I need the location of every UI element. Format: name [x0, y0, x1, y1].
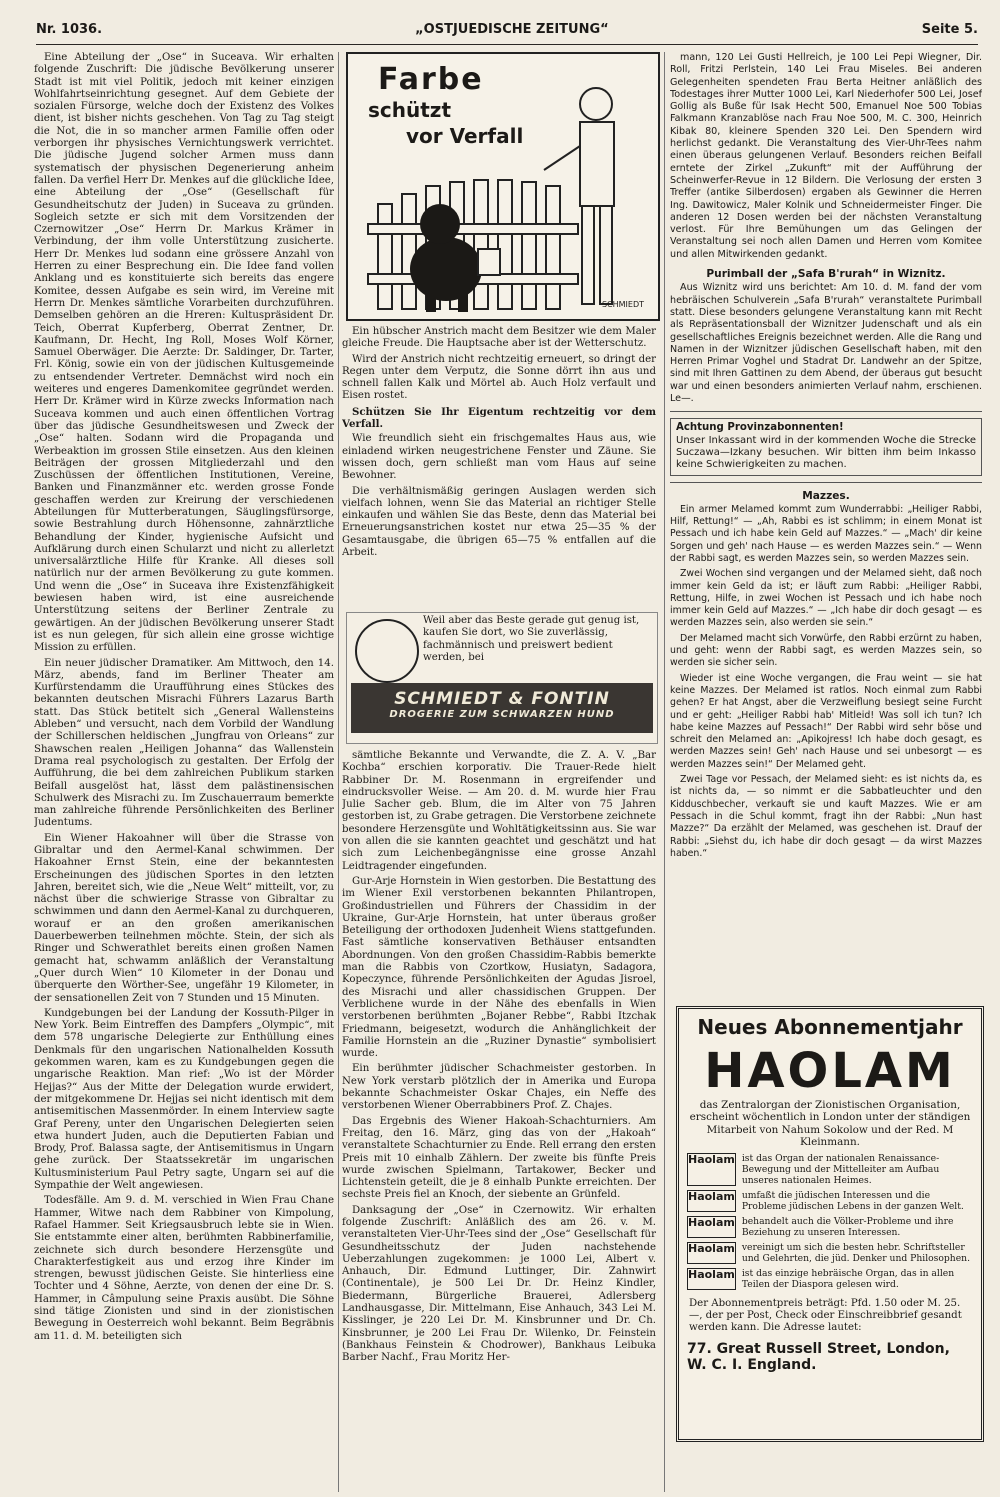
issue-number: Nr. 1036. — [36, 21, 103, 37]
article-danksagung: Danksagung der „Ose“ in Czernowitz. Wir erhalten folgende Zuschrift: Anläßlich des am 26. v. M. veranstalteten Vier-Uhr-Tees sind der „Ose“ Gesellschaft für Gesundheitsschutz der Juden nachstehende Ueberzahlungen zugekommen: je 1000 Lei, Albert v. Anhauch, Dir. Edmund Luttinger, Dir. Zahnwirt (Continentale), je 500 Lei Dr. Dr. Heinz Kindler, Biedermann, Bürgerliche Brauerei, Adlersberg Landhausgasse, Dir. Mittelmann, Eise Anhauch, 343 Lei M. Kisslinger, je 220 Lei Dr. M. Kinsbrunner und Dr. Ch. Kinsbrunner, je 200 Lei Frau Dr. Wilenko, Dr. Feinstein (Bankhaus Feinstein & Chodrower), Bankhaus Leibuka Barber Nachf., Frau Moritz Her- — [342, 1204, 656, 1364]
paint-paragraph: Wird der Anstrich nicht rechtzeitig erneuert, so dringt der Regen unter dem Verputz, die Sonne dörrt ihn aus und schnell fallen Kalk und Mörtel ab. Auch Holz verfault und Eisen rostet. — [342, 353, 656, 402]
haolam-feature — [687, 1190, 973, 1212]
paint-bucket-icon — [478, 249, 500, 275]
haolam-title: HAOLAM — [704, 1043, 956, 1099]
haolam-label: Haolam — [687, 1242, 736, 1264]
column-rule — [664, 52, 665, 1492]
column-2-bottom — [342, 750, 656, 1492]
schmiedt-ad-banner — [351, 683, 653, 733]
haolam-advertisement — [676, 1006, 984, 1442]
shop-subtitle: DROGERIE ZUM SCHWARZEN HUND — [389, 709, 615, 720]
provinzabonnenten-notice — [670, 418, 982, 475]
haolam-feature-text: behandelt auch die Völker-Probleme und ihre Beziehung zu unseren Interessen. — [741, 1215, 954, 1238]
page-header — [36, 18, 978, 45]
mazzes-paragraph: Zwei Tage vor Pessach, der Melamed sieht: es ist nichts da, es ist nichts da, — so nimmt er die Sabbatleuchter und den Kidduschbecher, verkauft sie und kauft Mazzes. Wie er am Pessach in die Schul kommt, fragt ihn der Rabbi: „Nun hast Mazze?“ Da erzählt der Melamed, was geschehen ist. Drauf der Rabbi: „Siehst du, ich habe dir doch gesagt — da wirst Mazzes haben.“ — [670, 774, 982, 859]
mazzes-heading: Mazzes. — [802, 489, 850, 502]
paint-paragraph: Schützen Sie Ihr Eigentum rechtzeitig vor dem Verfall. — [342, 405, 656, 431]
article-todesfaelle: Todesfälle. Am 9. d. M. verschied in Wien Frau Chane Hammer, Witwe nach dem Rabbiner von Kimpolung, Rafael Hammer. Seit Kriegsausbruch lebte sie in Wien. Sie entstammte einer alten, berühmten Rabbinerfamilie, zeichnete sich durch besondere Herzensgüte und Charakterfestigkeit aus und erzog ihre Kinder im strengen, bewusst jüdischen Geiste. Sie hinterliess eine Tochter und 4 Söhne, Aerzte, von denen der eine Dr. S. Hammer, in Câmpulung seine Praxis ausübt. Die Söhne sind tätige Zionisten und sind in der zionistischen Bewegung in Oesterreich wohl bekannt. Beim Begräbnis am 11. d. M. beteiligten sich — [34, 1195, 334, 1342]
column-2-top — [342, 326, 656, 610]
haolam-feature — [687, 1268, 973, 1290]
haolam-feature — [687, 1216, 973, 1238]
article-hakoahner: Ein Wiener Hakoahner will über die Strasse von Gibraltar und den Aermel-Kanal schwimmen. Der Hakoahner Ernst Stein, eine der bekanntesten Erscheinungen des jüdischen Sportes in den letzten Jahren, bereitet sich, wie die „Neue Welt“ mitteilt, vor, zu nächst über die schwierige Strasse von Gibraltar zu schwimmen und dann den Aermel-Kanal zu durchqueren, worauf er an den großen amerikanischen Dauerbewerben teilnehmen möchte. Stein, der sich als Ringer und Schwerathlet bereits einen großen Namen gemacht hat, schwamm anläßlich der Veranstaltung „Quer durch Wien“ 10 Kilometer in der Donau und überquerte den Wörther-See, ungefähr 19 Kilometer, in der sensationellen Zeit von 7 Stunden und 15 Minuten. — [34, 832, 334, 1004]
column-1 — [34, 52, 334, 1492]
farbe-advertisement — [346, 52, 660, 321]
farbe-subtitle: schützt — [368, 98, 451, 122]
fence-picket — [378, 204, 392, 309]
haolam-label: Haolam — [687, 1190, 736, 1212]
page-number: Seite 5. — [921, 21, 978, 37]
haolam-price: Der Abonnementpreis beträgt: Pfd. 1.50 oder M. 25.—, der per Post, Check oder Einschreibbrief gesandt werden kann. Die Adresse lautet: — [689, 1297, 962, 1334]
mazzes-paragraph: Zwei Wochen sind vergangen und der Melamed sieht, daß noch immer kein Geld da ist; er läuft zum Rabbi: „Heiliger Rabbi, Rettung, Hilfe, in zwei Wochen ist Pessach und ich habe noch immer kein Geld auf Mazzes.“ — „Ich habe dir doch gesagt — es werden Mazzes sein, also werden sie sein.“ — [670, 568, 982, 629]
article-dramatiker: Ein neuer jüdischer Dramatiker. Am Mittwoch, den 14. März, abends, fand im Berliner Theater am Kurfürstendamm die Uraufführung eines Stückes des bekannten deutschen Misrachi Führers Lazarus Barth statt. Das Stück betitelt sich „General Wallensteins Ableben“ und versucht, nach dem Vorbild der Wandlung der Schillerschen heldischen „Jungfrau von Orleans“ zur Shawschen realen „Heiligen Johanna“ das Wallenstein Drama real psychologisch zu gestalten. Der Erfolg der Aufführung, die bei dem zahlreichen Publikum starken Beifall ausgelöst hat, lässt dem palästinensischen Schulwerk des Misrachi zu. Im Zuschauerraum bemerkte man zahlreiche führende Persönlichkeiten des Berliner Judentums. — [34, 657, 334, 829]
haolam-description: das Zentralorgan der Zionistischen Organisation, erscheint wöchentlich in London unter der ständigen Mitarbeit von Nahum Sokolow und der Red. M Kleinmann. — [689, 1099, 971, 1149]
fence-picket — [474, 180, 488, 309]
haolam-feature-text: vereinigt um sich die besten hebr. Schriftsteller und Gelehrten, die jüd. Denker und Philosophen. — [741, 1241, 970, 1264]
painter-illustration — [348, 54, 658, 319]
article-chajes: Ein berühmter jüdischer Schachmeister gestorben. In New York verstarb plötzlich der in Amerika und Europa bekannte Schachmeister Oskar Chajes, ein Neffe des verstorbenen Wiener Oberrabbiners Prof. Z. Chajes. — [342, 1063, 656, 1112]
divider — [670, 482, 982, 483]
schmiedt-fontin-advertisement — [346, 612, 658, 744]
article-danksagung-cont: mann, 120 Lei Gusti Hellreich, je 100 Lei Pepi Wiegner, Dir. Roll, Fritzi Perlstein, 140 Lei Frau Miseles. Bei anderen Gelegenheiten spendeten Frau Berta Heitner anläßlich des Todestages ihrer Mutter 1000 Lei, Karl Niederhofer 500 Lei, Josef Gollig als Buße für Isak Hecht 500, Emanuel Noe 500 Tobias Falkmann Kranzablöse nach Frau Noe 500, M. C. 300, Heinrich Kibak 80, kleinere Spenden 320 Lei. Den Spendern wird herlichst gedankt. Die Veranstaltung des Vier-Uhr-Tees nahm einen überaus gelungenen Verlauf. Besonders reichen Beifall erntete der Zirkel „Zukunft“ mit der Aufführung der Scheinwerfer-Revue in 12 Bildern. Die Verlosung der ersten 3 Treffer (antike Silberdosen) ergaben als Gewinner die Herren Ing. Dawitowicz, Maler Kolnik und Schneidermeister Finger. Die anderen 12 Dosen werden bei der nächsten Veranstaltung verlost. Für Ihre Bemühungen um das Gelingen der Veranstaltung sei noch allen Damen und Herren vom Komitee und allen Mitwirkenden gedankt. — [670, 52, 982, 260]
fence-picket — [498, 180, 512, 309]
article-ose-suceava: Eine Abteilung der „Ose“ in Suceava. Wir erhalten folgende Zuschrift: Die jüdische Bevölkerung unserer Stadt ist mit viel Politik, jedoch mit keiner einzigen Wohlfahrtseinrichtung gesegnet. Auf dem Gebiete der sozialen Fürsorge, welche doch der Existenz des Volkes dient, ist bisher nichts geschehen. Von Tag zu Tag steigt die Not, die in so mancher armen Familie offen oder verborgen ihr physisches Vernichtungswerk verrichtet. Die jüdische Jugend solcher Armen muss dann systematisch der physischen Degenerierung anheim fallen. Da verfiel Herr Dr. Menkes auf die glückliche Idee, eine Abteilung der „Ose“ (Gesellschaft für Gesundheitschutz der Juden) in Suceava zu gründen. Sogleich setzte er sich mit dem Vorsitzenden der Czernowitzer „Ose“ Herrn Dr. Markus Krämer in Verbindung, der ihm volle Unterstützung zusicherte. Herr Dr. Menkes lud sodann eine grössere Anzahl von Herren zu einer Besprechung ein. Die Idee fand vollen Anklang und es konstituierte sich bereits das engere Komitee, dessen Aufgabe es sein wird, im Vereine mit Herrn Dr. Menkes sämtliche Vorarbeiten durchzuführen. Demselben gehören an die Hreren: Kultuspräsident Dr. Teich, Oberrat Kupferberg, Oberrat Zentner, Dr. Kaufmann, Dr. Hecht, Ing Roll, Moses Wolf Körner, Samuel Oberwäger. Die Aerzte: Dr. Saldinger, Dr. Tarter, Frl. König, sowie ein von der jüdischen Kultusgemeinde zu entsendender Vertreter. Demnächst wird noch ein weiteres und engeres Damenkomitee gegründet werden. Herr Dr. Krämer wird in Kürze zwecks Information nach Suceava kommen und auch einen öffentlichen Vortrag über das jüdische Gesundheitswesen und Zweck der „Ose“ halten. Sodann wird die Propaganda und Werbeaktion im grossen Stile einsetzen. Aus den kleinen Beiträgen der grossen Mitgliederzahl und den Zuschüssen der öffentlichen Institutionen, Vereine, Banken und Finanzmänner etc. werden grosse Fonde geschaffen werden zur Kreirung der verschiedenen Abteilungen für Mutterberatungen, Säuglingsfürsorge, sowie Bestrahlung durch Höhensonne, zahnärztliche Behandlung der Kinder, hygienische Aufsicht und Aufklärung durch einen Schularzt und nicht zu allerletzt universalärztliche Hilfe für Kranke. All dieses soll natürlich nur der armen Bevölkerung zu gute kommen. Und wenn die „Ose“ in Suceava ihre Existenzfähigkeit bewiesen haben wird, ist eine ausreichende Unterstützung seitens der Berliner Zentrale zu gewärtigen. An der jüdischen Bevölkerung unserer Stadt ist es nun gelegen, für sich allein eine grosse wichtige Mission zu erfüllen. — [34, 52, 334, 654]
haolam-label: Haolam — [687, 1216, 736, 1238]
farbe-subtitle-2: vor Verfall — [406, 124, 524, 148]
divider — [670, 411, 982, 412]
haolam-feature-text: umfaßt die jüdischen Interessen und die Probleme jüdischen Lebens in der ganzen Welt. — [741, 1189, 964, 1212]
paint-paragraph: Die verhältnismäßig geringen Auslagen werden sich vielfach lohnen, wenn Sie das Material an richtiger Stelle einkaufen und wählen Sie das Beste, denn das Material bei Erneuerungsanstrichen kostet nur etwa 25—35 % der Gesamtausgabe, die übrigen 65—75 % entfallen auf die Arbeit. — [342, 485, 656, 559]
article-purimball: Aus Wiznitz wird uns berichtet: Am 10. d. M. fand der vom hebräischen Schulverein „Safa B'rurah“ veranstaltete Purimball statt. Diese besonders gelungene Veranstaltung kann mit Recht als Repräsentationsball der Wiznitzer Judenschaft und als ein gesellschaftliches Ereignis bezeichnet werden. Alle die Rang und Namen in der Wiznitzer jüdischen Gesellschaft haben, mit den Herren Primar Voghel und Stadrat Dr. Landwehr an der Spitze, sind mit Ihren Gattinen zu dem Abend, der überaus gut besucht war und einen besonders animierten Verlauf nahm, erschienen. Le—. — [670, 282, 982, 405]
ad-signature: SCHMIEDT — [601, 300, 644, 309]
mazzes-paragraph: Wieder ist eine Woche vergangen, die Frau weint — sie hat keine Mazzes. Der Melamed ist ratlos. Noch einmal zum Rabbi gehen? Er hat Angst, aber die Verzweiflung besiegt seine Furcht und er geht: „Heiliger Rabbi hab' Mitleid! Was soll ich tun? Ich habe keine Mazzes auf Pessach!“ Der Rabbi wird sehr böse und schreit den Melamed an: „Apikojress! Ich habe doch gesagt, es werden Mazzes sein! Geh' nach Hause und sei unbesorgt — es werden Mazzes sein!“ Der Melamed geht. — [670, 672, 982, 770]
haolam-topline: Neues Abonnementjahr — [697, 1015, 963, 1039]
fence-picket — [522, 182, 536, 309]
notice-text: Unser Inkassant wird in der kommenden Woche die Strecke Suczawa—Izkany besuchen. Wir bitten ihm beim Inkasso keine Schwierigkeiten zu machen. — [676, 434, 976, 471]
column-3 — [670, 52, 982, 1002]
fence-picket — [546, 186, 560, 309]
paint-paragraph: Ein hübscher Anstrich macht dem Besitzer wie dem Maler gleiche Freude. Die Hauptsache aber ist der Wetterschutz. — [342, 326, 656, 350]
haolam-feature — [687, 1153, 973, 1186]
article-todesfaelle-cont: sämtliche Bekannte und Verwandte, die Z. A. V. „Bar Kochba“ erschien korporativ. Die Trauer-Rede hielt Rabbiner Dr. M. Rosenmann in ergreifender und eindrucksvoller Weise. — Am 20. d. M. wurde hier Frau Julie Sacher geb. Blum, die im Alter von 75 Jahren gestorben ist, zu Grabe getragen. Die Verstorbene zeichnete besondere Herzensgüte und Wohltätigkeitssinn aus. Sie war von allen die sie kannten geachtet und geschätzt und hat sich zum Leichenbegängnisse eine grosse Anzahl Leidtragender eingefunden. — [342, 750, 656, 872]
haolam-label: Haolam — [687, 1153, 736, 1186]
fence-picket — [402, 194, 416, 309]
mazzes-paragraph: Ein armer Melamed kommt zum Wunderrabbi: „Heiliger Rabbi, Hilf, Rettung!“ — „Ah, Rabbi es ist schlimm; in einem Monat ist Pessach und ich habe kein Geld auf Mazzes.“ — „Mach' dir keine Sorgen und geh' nach Hause — es werden Mazzes sein.“ — Wenn der Rabbi sagt, es werden Mazzes sein, so werden Mazzes sein. — [670, 503, 982, 564]
farbe-title: Farbe — [378, 62, 484, 97]
notice-title: Achtung Provinzabonnenten! — [676, 422, 844, 434]
article-kossuth: Kundgebungen bei der Landung der Kossuth-Pilger in New York. Beim Eintreffen des Dampfers „Olympic“, mit dem 578 ungarische Delegierte zur Enthüllung eines Denkmals für den ungarischen Nationalhelden Kossuth gekommen waren, kam es zu Kundgebungen gegen die ungarische Reaktion. Man rief: „Wo ist der Mörder Hejjas?“ Aus der Mitte der Delegation wurde erwidert, der mitgekommene Dr. Hejjas sei nicht identisch mit dem antisemitischen Massenmörder. In einem Interview sagte Graf Pereny, unter den Ungarischen Delegierten seien etwa hundert Juden, auch die Deputierten Fabian und Brody, Prof. Balassa sagte, der Antisemitismus in Ungarn gehe zurück. Der Staatssekretär im ungarischen Kultusministerium Paul Petry sagte, Ungarn sei auf die Sympathie der Welt angewiesen. — [34, 1007, 334, 1192]
schmiedt-ad-text: Weil aber das Beste gerade gut genug ist, kaufen Sie dort, wo Sie zuverlässig, fachmännisch und preiswert bedient werden, bei — [423, 615, 640, 663]
haolam-feature-text: ist das einzige hebräische Organ, das in allen Teilen der Diaspora gelesen wird. — [741, 1267, 955, 1290]
black-dog-icon — [410, 204, 482, 312]
purimball-heading: Purimball der „Safa B'rurah“ in Wiznitz. — [706, 268, 946, 281]
haolam-feature — [687, 1242, 973, 1264]
mazzes-paragraph: Der Melamed macht sich Vorwürfe, den Rabbi erzürnt zu haben, und geht: wenn der Rabbi sagt, es werden Mazzes sein, so werden sie sicher sein. — [670, 632, 982, 669]
newspaper-title: „OSTJUEDISCHE ZEITUNG“ — [415, 21, 609, 37]
fence-rail — [368, 224, 578, 234]
article-schachturnier: Das Ergebnis des Wiener Hakoah-Schachturniers. Am Freitag, den 16. März, ging das von der „Hakoah“ veranstaltete Schachturnier zu Ende. Rell errang den ersten Preis mit 10 einhalb Zählern. Der zweite bis fünfte Preis wurde zwischen Spielmann, Tartakower, Becker und Lichtenstein geteilt, die je 8 einhalb Punkte erreichten. Der sechste Preis fiel an Knoch, der siebente an Grünfeld. — [342, 1115, 656, 1201]
paint-paragraph: Wie freundlich sieht ein frischgemaltes Haus aus, wie einladend wirken neugestrichene Fenster und Zäune. Sie wissen doch, gern schließt man vom Haus auf seine Bewohner. — [342, 433, 656, 482]
haolam-address: 77. Great Russell Street, London, W. C. I. England. — [687, 1340, 950, 1373]
shop-name: SCHMIEDT & FONTIN — [394, 689, 610, 709]
article-hornstein: Gur-Arje Hornstein in Wien gestorben. Die Bestattung des im Wiener Exil verstorbenen bekannten Philantropen, Großindustriellen und Führers der Chassidim in der Ukraine, Gur-Arje Hornstein, hat unter überaus großer Beteiligung der orthodoxen Judenheit Wiens stattgefunden. Fast sämtliche konservativen Bethäuser entsandten Abordnungen. Von den großen Chassidim-Rabbis bemerkte man die Rabbis von Czortkow, Husiatyn, Sadagora, Kopeczynce, führende Persönlichkeiten der Agudas Jisroel, des Misrachi und aller chassidischen Gruppen. Der Verblichene wurde in der Nähe des ebenfalls in Wien verstorbenen berühmten „Bojaner Rebbe“, Rabbi Itzchak Friedmann, beigesetzt, wodurch die Anhänglichkeit der Familie Hornstein an die „Ruziner Dynastie“ symbolisiert wurde. — [342, 875, 656, 1060]
haolam-label: Haolam — [687, 1268, 736, 1290]
haolam-feature-text: ist das Organ der nationalen Renaissance-Bewegung und der Mittelleiter am Aufbau unseres nationalen Heimes. — [741, 1152, 940, 1186]
column-rule — [338, 52, 339, 1492]
dog-logo-icon — [355, 619, 419, 683]
